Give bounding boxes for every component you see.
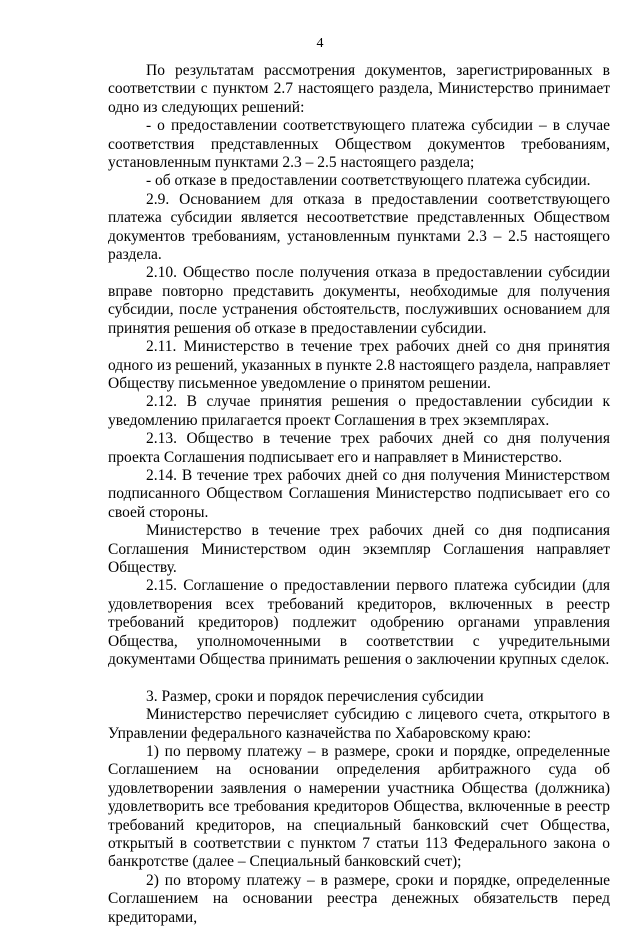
paragraph-2-15: 2.15. Соглашение о предоставлении первого платежа субсидии (для удовлетворения всех требований кредиторов, включенных в реестр требований кредиторов) подлежит одобрению органами управления Общества, уполномоченными в соответствии с учредительными документами Общества принимать решения о заключении крупных сделок. bbox=[108, 577, 610, 668]
paragraph-2-12: 2.12. В случае принятия решения о предоставлении субсидии к уведомлению прилагается проект Соглашения в трех экземплярах. bbox=[108, 393, 610, 429]
paragraph-2-14: 2.14. В течение трех рабочих дней со дня получения Министерством подписанного Обществом Соглашения Министерство подписывает его со своей стороны. bbox=[108, 466, 610, 521]
paragraph-2-14-continued: Министерство в течение трех рабочих дней со дня подписания Соглашения Министерством один экземпляр Соглашения направляет Обществу. bbox=[108, 522, 610, 576]
paragraph-decision-refuse: - об отказе в предоставлении соответствующего платежа субсидии. bbox=[146, 172, 591, 190]
section-3-heading: 3. Размер, сроки и порядок перечисления субсидии bbox=[146, 687, 484, 705]
section-spacer bbox=[108, 669, 610, 687]
paragraph-2-13: 2.13. Общество в течение трех рабочих дней со дня получения проекта Соглашения подписывает его и направляет в Министерство. bbox=[108, 430, 610, 466]
paragraph-3-intro: Министерство перечисляет субсидию с лицевого счета, открытого в Управлении федерального казначейства по Хабаровскому краю: bbox=[108, 706, 610, 742]
paragraph-decision-grant: - о предоставлении соответствующего платежа субсидии – в случае соответствия представленных Обществом документов требованиям, установленным пунктами 2.3 – 2.5 настоящего раздела; bbox=[108, 117, 610, 172]
page-number: 4 bbox=[316, 36, 324, 51]
paragraph-decision-intro: По результатам рассмотрения документов, зарегистрированных в соответствии с пунктом 2.7 настоящего раздела, Министерство принимает одно из следующих решений: bbox=[108, 62, 610, 116]
paragraph-3-second-payment: 2) по второму платежу – в размере, сроки и порядке, определенные Соглашением на основании реестра денежных обязательств перед кредиторами, bbox=[108, 871, 610, 926]
paragraph-3-first-payment: 1) по первому платежу – в размере, сроки и порядке, определенные Соглашением на основании определения арбитражного суда об удовлетворении заявления о намерении участника Общества (должника) удовлетворить все требования кредиторов Общества, включенные в реестр требований кредиторов, на специальный банковский счет Общества, открытый в соответствии с пунктом 7 статьи 113 Федерального закона о банкротстве (далее – Специальный банковский счет); bbox=[108, 743, 610, 871]
document-body bbox=[108, 62, 610, 927]
paragraph-2-9: 2.9. Основанием для отказа в предоставлении соответствующего платежа субсидии является несоответствие представленных Обществом документов требованиям, установленным пунктами 2.3 – 2.5 настоящего раздела. bbox=[108, 190, 610, 264]
paragraph-2-10: 2.10. Общество после получения отказа в предоставлении субсидии вправе повторно представить документы, необходимые для получения субсидии, после устранения обстоятельств, послуживших основанием для принятия решения об отказе в предоставлении субсидии. bbox=[108, 264, 610, 337]
paragraph-2-11: 2.11. Министерство в течение трех рабочих дней со дня принятия одного из решений, указанных в пункте 2.8 настоящего раздела, направляет Обществу письменное уведомление о принятом решении. bbox=[108, 338, 610, 392]
